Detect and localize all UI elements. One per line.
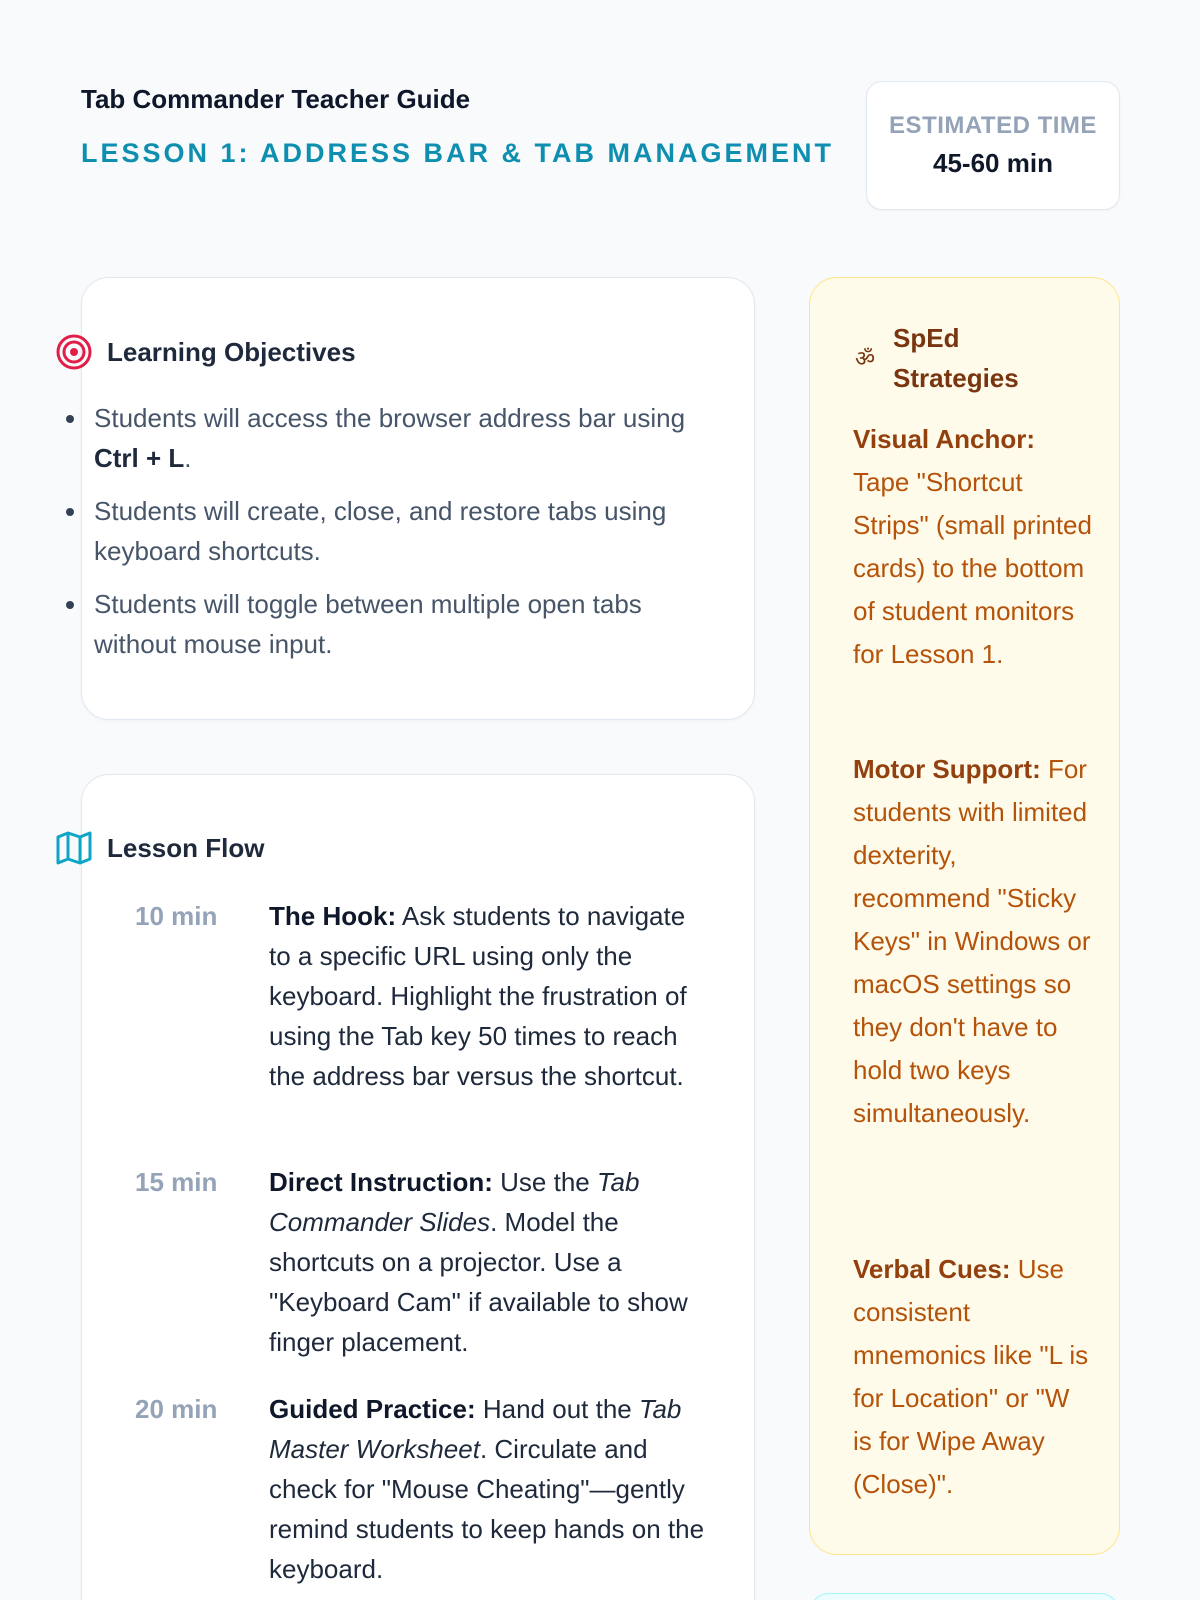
sped-strategy-text: For students with limited dexterity, recommend "Sticky Keys" in Windows or macOS settings so they don't have to hold two keys simultaneously. [853,754,1091,1128]
objective-text: Students will toggle between multiple open tabs without mouse input. [94,589,642,659]
estimated-time-value: 45-60 min [933,148,1053,178]
flow-step-time: 15 min [135,1167,218,1197]
list-item [94,398,714,478]
sped-strategy-heading: Motor Support: [853,754,1041,784]
sped-strategy [853,418,1093,676]
flow-step-heading: The Hook: [269,901,397,931]
om-icon [853,344,881,372]
sped-strategy-heading: Visual Anchor: [853,424,1036,454]
learning-objectives-title: Learning Objectives [107,336,356,367]
estimated-time-card [866,81,1120,210]
lesson-flow-header [55,829,264,867]
lesson-subtitle: LESSON 1: ADDRESS BAR & TAB MANAGEMENT [81,138,835,168]
objectives-list [94,398,714,677]
objective-text-end: . [184,443,192,473]
learning-objectives-header [55,333,356,371]
flow-step-body-end: . Circulate and check for "Mouse Cheating"—gently remind students to keep hands on the keyboard. [269,1434,705,1584]
page-title: Tab Commander Teacher Guide [81,84,471,114]
sped-strategies-header [853,318,1043,398]
lesson-flow-title: Lesson Flow [107,832,265,863]
list-item [94,584,714,664]
svg-text:ॐ: ॐ [855,347,876,372]
flow-step-heading: Guided Practice: [269,1394,476,1424]
flow-step-body: Use the [492,1167,597,1197]
sped-strategy [853,1248,1093,1506]
flow-step-time: 10 min [135,901,218,931]
flow-step-text [269,1389,709,1589]
flow-step-time: 20 min [135,1394,218,1424]
sped-strategy [853,748,1093,1135]
objective-text: Students will create, close, and restore tabs using keyboard shortcuts. [94,496,667,566]
objective-text: Students will access the browser address bar using [94,403,686,433]
flow-step-body: Ask students to navigate to a specific URL using only the keyboard. Highlight the frustration of using the Tab key 50 times to reach the address bar versus the shortcut. [269,901,687,1091]
sped-strategy-heading: Verbal Cues: [853,1254,1011,1284]
flow-step-body: Hand out the [475,1394,639,1424]
sped-strategy-text: Use consistent mnemonics like "L is for Location" or "W is for Wipe Away (Close)". [853,1254,1089,1499]
map-icon [55,829,93,867]
next-side-card [809,1593,1120,1600]
estimated-time-label: ESTIMATED TIME [889,112,1097,139]
flow-step-text [269,896,709,1096]
resource-title: Tab Commander Slides [269,1167,640,1237]
sped-strategy-text: Tape "Shortcut Strips" (small printed cards) to the bottom of student monitors for Lesson 1. [853,467,1092,669]
sped-strategies-card [809,277,1120,1555]
resource-title: Tab Master Worksheet [269,1394,682,1464]
flow-step-heading: Direct Instruction: [269,1167,493,1197]
flow-step-text [269,1162,709,1362]
sped-strategies-title: SpEd Strategies [893,323,1019,393]
shortcut-text: Ctrl + L [94,443,185,473]
list-item [94,491,714,571]
target-icon [55,333,93,371]
flow-step-body-end: . Model the shortcuts on a projector. Use a "Keyboard Cam" if available to show finger placement. [269,1207,688,1357]
